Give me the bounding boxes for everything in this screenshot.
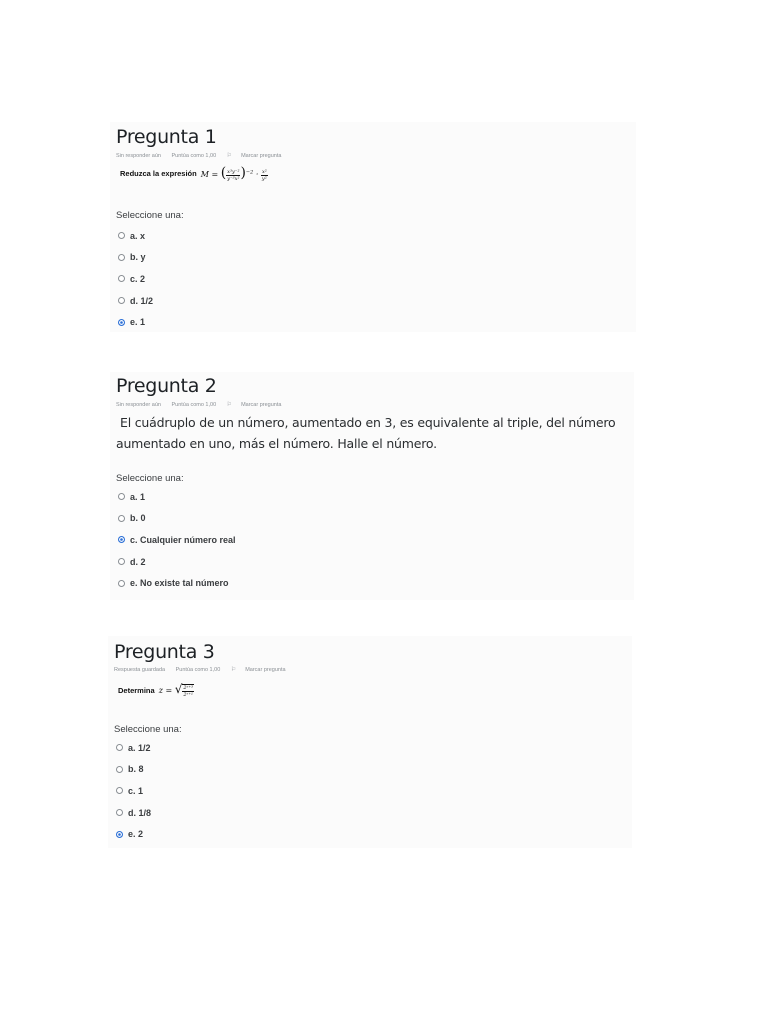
answer-option[interactable] (116, 823, 151, 845)
question-status: Sin responder aún (116, 153, 161, 159)
answer-option[interactable] (118, 290, 153, 312)
question-points: Puntúa como 1,00 (171, 153, 217, 159)
question-formula: z = √ $\frac{\text{2ˣ⁺³}}{\text{2ˣ⁺¹}}$ (158, 682, 193, 698)
flag-icon: ⚐ (226, 153, 233, 159)
answer-option[interactable] (116, 759, 151, 781)
answer-option[interactable] (118, 311, 153, 333)
answer-option-label: e. 1 (130, 317, 146, 328)
question-card-1 (110, 122, 636, 332)
answer-option[interactable] (118, 486, 236, 508)
answer-option[interactable] (118, 225, 153, 247)
question-meta (116, 401, 299, 408)
answer-option-label: b. 8 (128, 764, 144, 775)
radio-button-checked[interactable] (118, 319, 125, 326)
question-formula: M = ( $\frac{\text{x³y⁻²}}{\text{y⁻³x²}}$ )$^{-2}$ · $\frac{\text{x²}}{\text{y²}}$ (200, 165, 267, 182)
answer-option-label: a. 1 (130, 491, 146, 502)
answer-option-label: b. 0 (130, 513, 146, 524)
answer-option[interactable] (118, 551, 236, 573)
answer-option[interactable] (118, 247, 153, 269)
question-title: Pregunta 2 (116, 375, 217, 397)
question-text: Determina z = √ $\frac{\text{2ˣ⁺³}}{\text{2ˣ⁺¹}}$ (118, 682, 193, 698)
answer-option-label: d. 2 (130, 556, 146, 567)
answer-option-label: a. x (130, 230, 146, 241)
radio-button-checked[interactable] (118, 536, 125, 543)
answer-option[interactable] (118, 268, 153, 290)
radio-button[interactable] (116, 744, 123, 751)
question-points: Puntúa como 1,00 (175, 667, 221, 673)
question-meta (116, 152, 299, 159)
question-meta (114, 666, 304, 673)
radio-button[interactable] (118, 580, 125, 587)
answer-option-label: c. Cualquier número real (130, 534, 236, 545)
select-one-prompt: Seleccione una: (116, 210, 184, 221)
select-one-prompt: Seleccione una: (114, 724, 182, 735)
answer-option[interactable] (118, 508, 236, 530)
answer-option-label: c. 2 (130, 273, 146, 284)
flag-question-link[interactable]: ⚐ Marcar pregunta (226, 402, 282, 408)
question-title: Pregunta 3 (114, 641, 215, 663)
question-points: Puntúa como 1,00 (171, 402, 217, 408)
select-one-prompt: Seleccione una: (116, 473, 184, 484)
flag-icon: ⚐ (226, 402, 233, 408)
question-title: Pregunta 1 (116, 126, 217, 148)
answer-option[interactable] (118, 572, 236, 594)
question-card-2 (110, 372, 634, 600)
radio-button[interactable] (118, 558, 125, 565)
answer-option-label: d. 1/8 (128, 807, 152, 818)
answer-option[interactable] (118, 529, 236, 551)
question-card-3 (108, 636, 632, 848)
radio-button[interactable] (118, 254, 125, 261)
radio-button[interactable] (118, 493, 125, 500)
flag-question-link[interactable]: ⚐ Marcar pregunta (226, 153, 282, 159)
radio-button-checked[interactable] (116, 831, 123, 838)
answer-option-label: e. No existe tal número (130, 578, 229, 589)
answer-option-label: b. y (130, 252, 146, 263)
question-status: Sin responder aún (116, 402, 161, 408)
radio-button[interactable] (116, 766, 123, 773)
answer-option[interactable] (116, 737, 151, 759)
question-text: Reduzca la expresión M = ( $\frac{\text{x³y⁻²}}{\text{y⁻³x²}}$ )$^{-2}$ · $\frac{\text{x²}}{\text{y²}}$ (120, 165, 267, 182)
answer-options (118, 225, 153, 333)
radio-button[interactable] (118, 275, 125, 282)
flag-icon: ⚐ (230, 667, 237, 673)
answer-option[interactable] (116, 780, 151, 802)
radio-button[interactable] (118, 297, 125, 304)
answer-option[interactable] (116, 802, 151, 824)
answer-options (118, 486, 236, 594)
question-status: Respuesta guardada (114, 667, 166, 673)
radio-button[interactable] (116, 809, 123, 816)
answer-option-label: a. 1/2 (128, 742, 151, 753)
answer-options (116, 737, 151, 845)
radio-button[interactable] (116, 787, 123, 794)
radio-button[interactable] (118, 515, 125, 522)
radio-button[interactable] (118, 232, 125, 239)
answer-option-label: c. 1 (128, 785, 144, 796)
flag-question-link[interactable]: ⚐ Marcar pregunta (230, 667, 286, 673)
answer-option-label: e. 2 (128, 829, 144, 840)
question-text: El cuádruplo de un número, aumentado en 3, es equivalente al triple, del número aumentado en uno, más el número. Halle el número. (116, 415, 616, 451)
answer-option-label: d. 1/2 (130, 295, 154, 306)
